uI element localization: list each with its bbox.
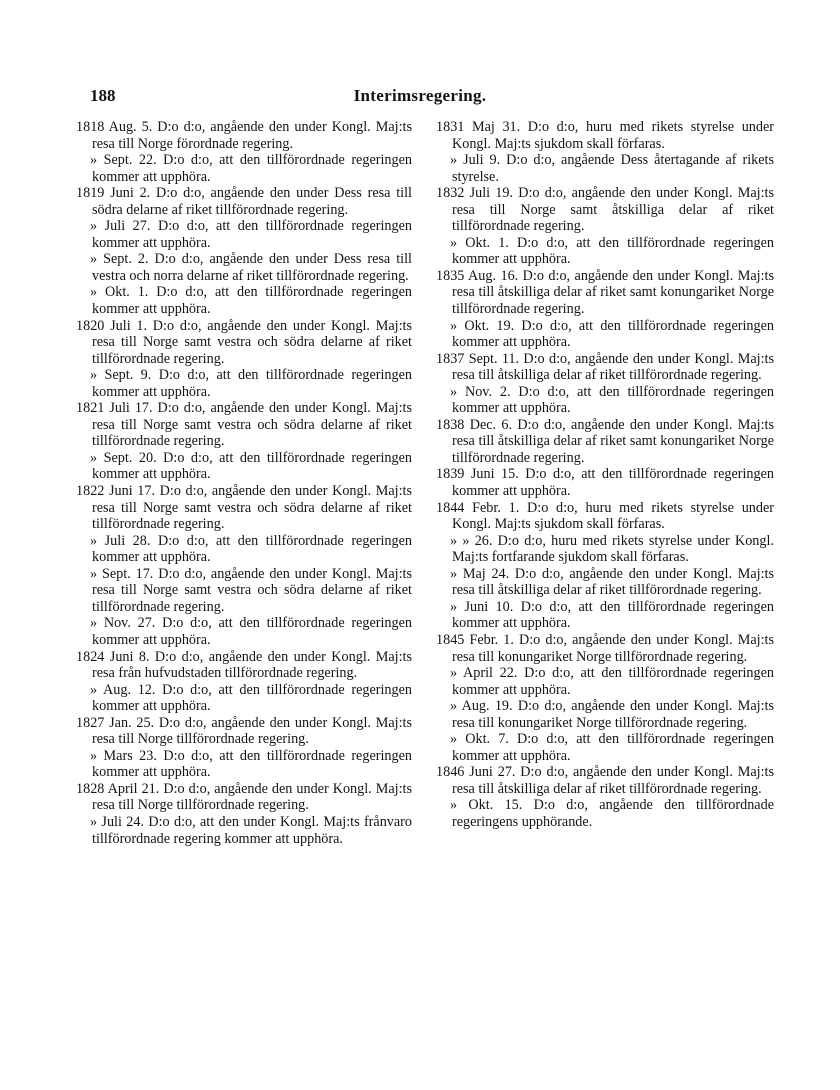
sub-entry: » Sept. 9. D:o d:o, att den tillförordnade regeringen kommer att upphöra. <box>90 367 412 400</box>
year-entry: 1827 Jan. 25. D:o d:o, angående den under Kongl. Maj:ts resa till Norge tillförordnade regering. <box>76 714 412 748</box>
year-entry: 1839 Juni 15. D:o d:o, att den tillförordnade regeringen kommer att upphöra. <box>436 466 774 500</box>
year-entry: 1846 Juni 27. D:o d:o, angående den under Kongl. Maj:ts resa till åtskilliga delar af riket tillförordnade regering. <box>436 764 774 797</box>
year-entry: 1824 Juni 8. D:o d:o, angående den under Kongl. Maj:ts resa från hufvudstaden tillförordnade regering. <box>76 648 412 682</box>
year-entry: 1831 Maj 31. D:o d:o, huru med rikets styrelse under Kongl. Maj:ts sjukdom skall förfaras. <box>436 119 774 152</box>
year-entry: 1832 Juli 19. D:o d:o, angående den under Kongl. Maj:ts resa till Norge samt åtskilliga delar af riket tillförordnade regering. <box>436 185 774 235</box>
year-entry: 1845 Febr. 1. D:o d:o, angående den under Kongl. Maj:ts resa till konungariket Norge tillförordnade regering. <box>436 631 774 665</box>
sub-entry: » Aug. 12. D:o d:o, att den tillförordnade regeringen kommer att upphöra. <box>90 681 412 715</box>
sub-entry: » » 26. D:o d:o, huru med rikets styrelse under Kongl. Maj:ts fortfarande sjukdom skall förfaras. <box>450 532 774 566</box>
sub-entry: » Juli 24. D:o d:o, att den under Kongl. Maj:ts frånvaro tillförordnade regering kommer att upphöra. <box>90 813 412 847</box>
year-entry: 1838 Dec. 6. D:o d:o, angående den under Kongl. Maj:ts resa till åtskilliga delar af riket samt konungariket Norge tillförordnade regering. <box>436 416 774 466</box>
sub-entry: » Okt. 1. D:o d:o, att den tillförordnade regeringen kommer att upphöra. <box>90 284 412 318</box>
sub-entry: » Okt. 7. D:o d:o, att den tillförordnade regeringen kommer att upphöra. <box>450 731 774 764</box>
year-entry: 1818 Aug. 5. D:o d:o, angående den under Kongl. Maj:ts resa till Norge förordnade regering. <box>76 119 412 152</box>
sub-entry: » Juli 9. D:o d:o, angående Dess återtagande af rikets styrelse. <box>450 152 774 185</box>
year-entry: 1822 Juni 17. D:o d:o, angående den under Kongl. Maj:ts resa till Norge samt vestra och södra delarne af riket tillförordnade regering. <box>76 483 412 533</box>
sub-entry: » Sept. 2. D:o d:o, angående den under Dess resa till vestra och norra delarne af riket tillförordnade regering. <box>90 251 412 284</box>
sub-entry: » Mars 23. D:o d:o, att den tillförordnade regeringen kommer att upphöra. <box>90 747 412 781</box>
sub-entry: » Juni 10. D:o d:o, att den tillförordnade regeringen kommer att upphöra. <box>450 598 774 632</box>
sub-entry: » Juli 27. D:o d:o, att den tillförordnade regeringen kommer att upphöra. <box>90 218 412 251</box>
year-entry: 1844 Febr. 1. D:o d:o, huru med rikets styrelse under Kongl. Maj:ts sjukdom skall förfaras. <box>436 499 774 533</box>
year-entry: 1821 Juli 17. D:o d:o, angående den under Kongl. Maj:ts resa till Norge samt vestra och södra delarne af riket tillförordnade regering. <box>76 400 412 450</box>
running-title: Interimsregering. <box>353 86 487 105</box>
year-entry: 1819 Juni 2. D:o d:o, angående den under Dess resa till södra delarne af riket tillförordnade regering. <box>76 185 412 218</box>
right-column <box>436 119 774 831</box>
sub-entry: » Okt. 19. D:o d:o, att den tillförordnade regeringen kommer att upphöra. <box>450 317 774 351</box>
year-entry: 1837 Sept. 11. D:o d:o, angående den under Kongl. Maj:ts resa till åtskilliga delar af riket tillförordnade regering. <box>436 350 774 384</box>
sub-entry: » Sept. 20. D:o d:o, att den tillförordnade regeringen kommer att upphöra. <box>90 449 412 483</box>
sub-entry: » Okt. 15. D:o d:o, angående den tillförordnade regeringens upphörande. <box>450 797 774 830</box>
year-entry: 1835 Aug. 16. D:o d:o, angående den under Kongl. Maj:ts resa till åtskilliga delar af riket samt konungariket Norge tillförordnade regering. <box>436 267 774 318</box>
sub-entry: » Aug. 19. D:o d:o, angående den under Kongl. Maj:ts resa till konungariket Norge tillförordnade regering. <box>450 698 774 731</box>
sub-entry: » Sept. 17. D:o d:o, angående den under Kongl. Maj:ts resa till Norge samt vestra och södra delarne af riket tillförordnade regering. <box>90 565 412 615</box>
year-entry: 1820 Juli 1. D:o d:o, angående den under Kongl. Maj:ts resa till Norge samt vestra och södra delarne af riket tillförordnade regering. <box>76 317 412 367</box>
sub-entry: » Okt. 1. D:o d:o, att den tillförordnade regeringen kommer att upphöra. <box>450 234 774 268</box>
sub-entry: » Nov. 2. D:o d:o, att den tillförordnade regeringen kommer att upphöra. <box>450 383 774 417</box>
sub-entry: » April 22. D:o d:o, att den tillförordnade regeringen kommer att upphöra. <box>450 665 774 698</box>
sub-entry: » Nov. 27. D:o d:o, att den tillförordnade regeringen kommer att upphöra. <box>90 615 412 648</box>
sub-entry: » Sept. 22. D:o d:o, att den tillförordnade regeringen kommer att upphöra. <box>90 152 412 185</box>
year-entry: 1828 April 21. D:o d:o, angående den under Kongl. Maj:ts resa till Norge tillförordnade regering. <box>76 780 412 814</box>
sub-entry: » Juli 28. D:o d:o, att den tillförordnade regeringen kommer att upphöra. <box>90 532 412 566</box>
page-header <box>0 86 840 110</box>
sub-entry: » Maj 24. D:o d:o, angående den under Kongl. Maj:ts resa till åtskilliga delar af riket tillförordnade regering. <box>450 565 774 599</box>
page-number: 188 <box>90 86 116 105</box>
left-column <box>76 119 412 847</box>
